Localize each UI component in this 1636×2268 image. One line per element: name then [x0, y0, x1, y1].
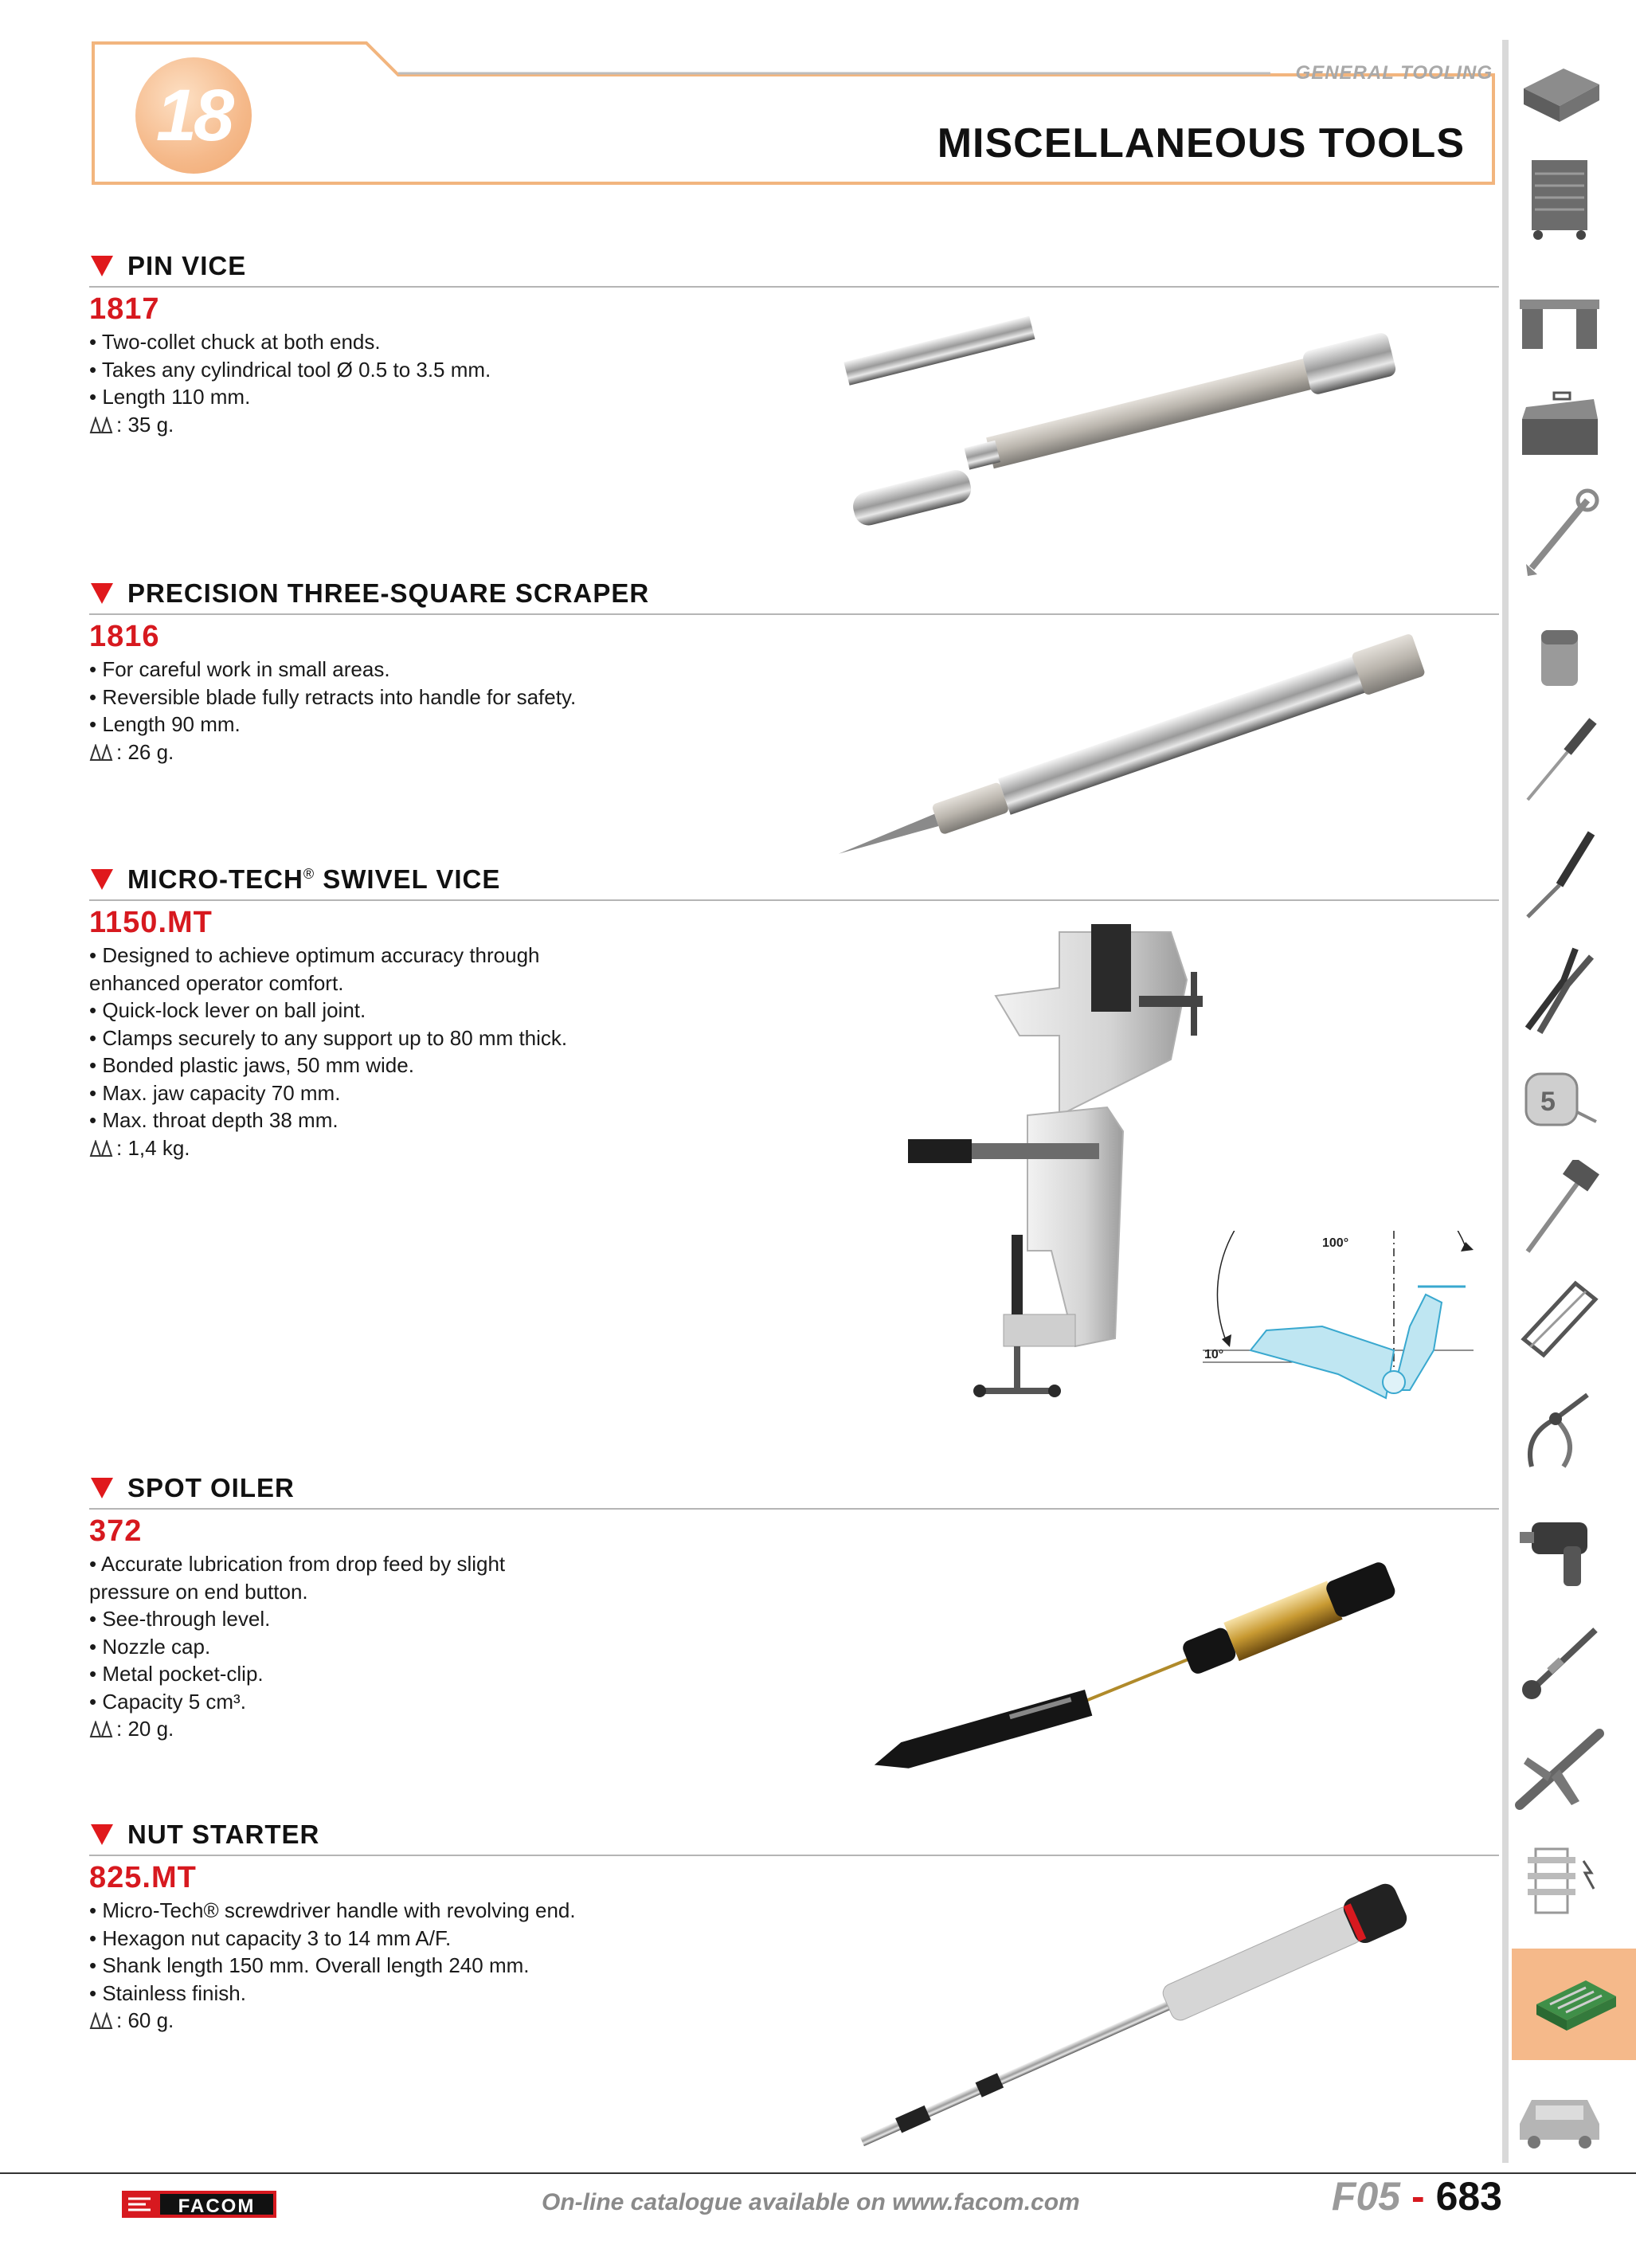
socket-icon[interactable] [1512, 613, 1607, 703]
swivel-angle-diagram [1203, 1231, 1481, 1414]
weight-icon [89, 417, 113, 434]
scraper-image [812, 617, 1450, 880]
impact-wrench-icon[interactable] [1512, 1510, 1607, 1599]
puller-icon[interactable] [1512, 1386, 1607, 1475]
red-triangle-icon [91, 583, 113, 604]
electrical-rack-icon[interactable] [1512, 1836, 1607, 1925]
product-swivel-vice [89, 864, 1499, 1161]
facom-logo [122, 2191, 276, 2218]
product-heading [89, 864, 1499, 901]
feature-item: • Max. jaw capacity 70 mm. [89, 1080, 341, 1105]
page-separator: - [1411, 2174, 1425, 2219]
feature-item: • Shank length 150 mm. Overall length 240 mm. [89, 1953, 530, 1977]
weight-value: : 35 g. [116, 412, 174, 437]
catalogue-code: F05 [1331, 2174, 1401, 2219]
product-title: PIN VICE [127, 251, 247, 280]
weight-icon [89, 1721, 113, 1738]
workbench-icon[interactable] [1512, 279, 1607, 368]
red-triangle-icon [91, 1824, 113, 1845]
tool-case-icon[interactable] [1512, 48, 1607, 137]
product-title: MICRO-TECH® SWIVEL VICE [127, 864, 501, 894]
tape-measure-icon[interactable] [1512, 1060, 1607, 1149]
pliers-icon[interactable] [1512, 944, 1607, 1033]
product-heading [89, 1473, 1499, 1510]
feature-item: • Accurate lubrication from drop feed by slight [89, 1552, 506, 1576]
feature-item: enhanced operator comfort. [89, 970, 344, 995]
hammer-icon[interactable] [1512, 1163, 1607, 1252]
feature-item: • For careful work in small areas. [89, 657, 390, 681]
feature-item: • Bonded plastic jaws, 50 mm wide. [89, 1053, 414, 1077]
feature-item: • Hexagon nut capacity 3 to 14 mm A/F. [89, 1925, 452, 1950]
product-title: NUT STARTER [127, 1819, 320, 1849]
weight-value: : 60 g. [116, 2008, 174, 2032]
page-reference [1332, 2173, 1502, 2219]
feature-item: • Two-collet chuck at both ends. [89, 330, 381, 354]
weight-icon [89, 1140, 113, 1158]
weight-line [89, 1134, 1499, 1162]
hex-key-icon[interactable] [1512, 828, 1607, 918]
product-heading [89, 1819, 1499, 1856]
roller-cabinet-icon[interactable] [1512, 153, 1607, 242]
feature-item: • Max. throat depth 38 mm. [89, 1108, 339, 1132]
weight-icon [89, 744, 113, 762]
angle-large-label: 100° [1322, 1236, 1349, 1250]
red-triangle-icon [91, 869, 113, 890]
feature-item: pressure on end button. [89, 1579, 308, 1604]
red-triangle-icon [91, 1478, 113, 1498]
nut-starter-image [820, 1880, 1442, 2159]
feature-list [89, 942, 1499, 1134]
feature-item: • Stainless finish. [89, 1980, 246, 2005]
pin-vice-image [828, 307, 1410, 546]
product-reference: 825.MT [89, 1861, 197, 1894]
angle-small-label: 10° [1204, 1348, 1224, 1361]
torque-wrench-icon[interactable] [1512, 1617, 1607, 1706]
online-catalogue-note: On-line catalogue available on www.facom.com [542, 2189, 1080, 2215]
feature-item: • Designed to achieve optimum accuracy through [89, 943, 540, 967]
product-title: SPOT OILER [127, 1473, 295, 1502]
weight-value: : 26 g. [116, 739, 174, 764]
sidebar-rule [1502, 40, 1509, 2163]
svg-text:5: 5 [1540, 1087, 1556, 1117]
feature-item: • Metal pocket-clip. [89, 1662, 264, 1686]
product-heading [89, 578, 1499, 615]
chapter-badge [135, 57, 252, 174]
feature-item: • Reversible blade fully retracts into handle for safety. [89, 684, 577, 709]
product-reference: 372 [89, 1514, 143, 1548]
weight-icon [89, 2012, 113, 2030]
feature-item: • Nozzle cap. [89, 1634, 211, 1659]
product-reference: 1816 [89, 620, 160, 653]
feature-item: • Micro-Tech® screwdriver handle with revolving end. [89, 1898, 576, 1922]
feature-item: • Clamps securely to any support up to 80 mm thick. [89, 1025, 568, 1050]
page-title: MISCELLANEOUS TOOLS [937, 120, 1465, 166]
chapter-number: 18 [155, 74, 232, 156]
feature-item: • Takes any cylindrical tool Ø 0.5 to 3.5 mm. [89, 357, 491, 382]
product-reference: 1150.MT [89, 906, 213, 939]
tool-tray-icon[interactable] [1512, 1949, 1636, 2060]
feature-item: • See-through level. [89, 1607, 271, 1631]
screwdriver-icon[interactable] [1512, 715, 1607, 805]
feature-item: • Quick-lock lever on ball joint. [89, 998, 366, 1022]
aircraft-icon[interactable] [1512, 1725, 1607, 1814]
hacksaw-icon[interactable] [1512, 1275, 1607, 1364]
car-icon[interactable] [1512, 2071, 1607, 2160]
section-label: GENERAL TOOLING [1295, 62, 1493, 84]
wrench-icon[interactable] [1512, 488, 1607, 577]
feature-item: • Capacity 5 cm³. [89, 1689, 246, 1714]
product-reference: 1817 [89, 292, 160, 326]
svg-text:FACOM: FACOM [178, 2196, 256, 2217]
feature-item: • Length 90 mm. [89, 712, 241, 736]
weight-value: : 20 g. [116, 1717, 174, 1741]
product-heading [89, 251, 1499, 288]
weight-value: : 1,4 kg. [116, 1135, 190, 1160]
toolbox-icon[interactable] [1512, 382, 1607, 472]
feature-item: • Length 110 mm. [89, 385, 251, 409]
spot-oiler-image [852, 1537, 1410, 1769]
red-triangle-icon [91, 256, 113, 276]
page-number: 683 [1435, 2174, 1502, 2219]
product-title: PRECISION THREE-SQUARE SCRAPER [127, 578, 650, 608]
